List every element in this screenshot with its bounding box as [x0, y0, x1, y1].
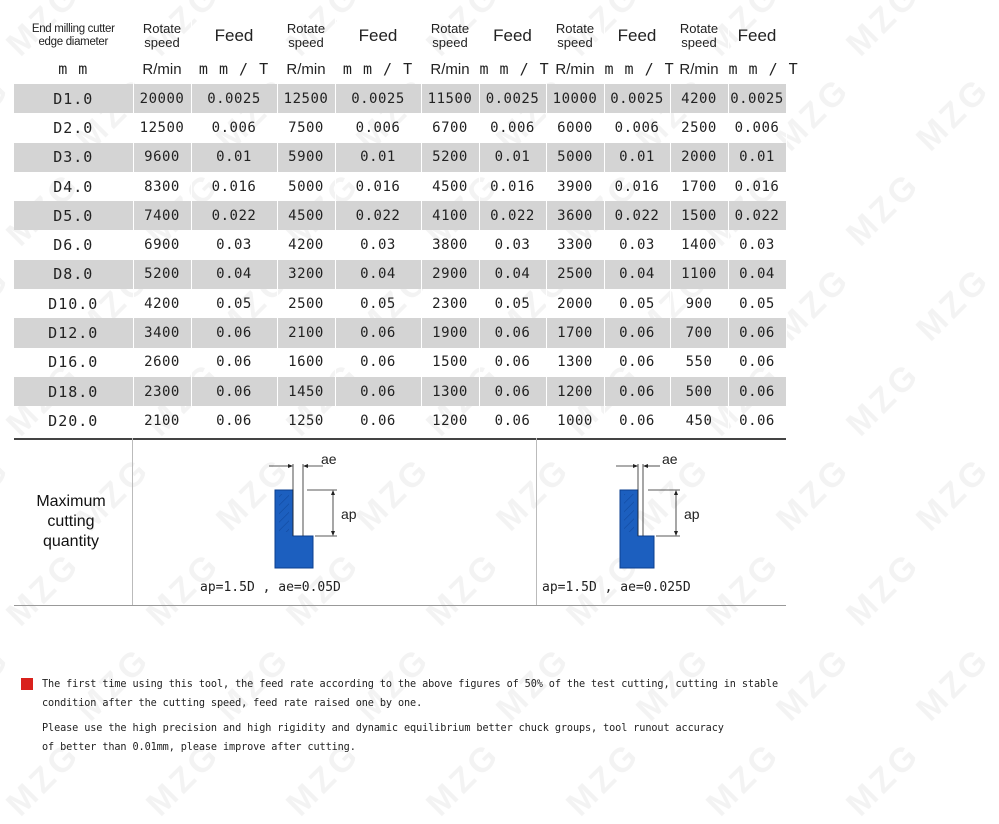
rotate-line2: speed	[432, 35, 468, 50]
rotate-speed-cell: 700	[670, 318, 728, 347]
rotate-speed-cell: 6900	[133, 230, 191, 259]
rotate-line2: speed	[144, 35, 180, 50]
feed-cell: 0.04	[479, 260, 546, 289]
diameter-header-line1: End milling cutter	[31, 23, 115, 35]
feed-cell: 0.022	[479, 201, 546, 230]
ae-label: ae	[662, 451, 678, 467]
rotate-speed-cell: 1250	[277, 406, 335, 435]
diameter-unit: m m	[14, 54, 133, 84]
ap-label: ap	[684, 506, 700, 522]
feed-cell: 0.01	[604, 143, 670, 172]
rotate-speed-cell: 450	[670, 406, 728, 435]
rotate-speed-cell: 900	[670, 289, 728, 318]
feed-cell: 0.05	[479, 289, 546, 318]
feed-cell: 0.0025	[335, 84, 421, 113]
rotate-line1: Rotate	[430, 21, 470, 36]
feed-cell: 0.06	[479, 406, 546, 435]
rotate-line1: Rotate	[555, 21, 595, 36]
watermark-text	[839, 165, 928, 254]
feed-unit: m m / T	[728, 54, 786, 84]
rotate-speed-cell: 4500	[277, 201, 335, 230]
note-line: The first time using this tool, the feed rate according to the above figures of 50% of the test cutting, cutting in stable	[42, 679, 779, 690]
rotate-speed-cell: 12500	[133, 113, 191, 142]
feed-cell: 0.06	[191, 318, 277, 347]
feed-unit: m m / T	[191, 54, 277, 84]
table-row	[14, 201, 786, 230]
table-row	[14, 348, 786, 377]
diameter-cell: D6.0	[14, 230, 133, 259]
rotate-line1: Rotate	[142, 21, 182, 36]
cut-hatch	[279, 494, 289, 532]
feed-cell: 0.06	[479, 318, 546, 347]
table-row	[14, 406, 786, 435]
arrow-head	[331, 531, 335, 536]
rotate-line1: Rotate	[286, 21, 326, 36]
table-row	[14, 113, 786, 142]
rotate-line2: speed	[557, 35, 593, 50]
watermark-text	[839, 735, 928, 824]
rotate-speed-cell: 20000	[133, 84, 191, 113]
rotate-speed-cell: 2600	[133, 348, 191, 377]
note-bullet-marker	[21, 678, 33, 690]
feed-cell: 0.016	[604, 172, 670, 201]
feed-cell: 0.06	[728, 377, 786, 406]
rotate-speed-cell: 4100	[421, 201, 479, 230]
feed-cell: 0.06	[604, 318, 670, 347]
feed-cell: 0.03	[604, 230, 670, 259]
feed-cell: 0.022	[335, 201, 421, 230]
rotate-speed-cell: 3900	[546, 172, 604, 201]
rotate-speed-cell: 500	[670, 377, 728, 406]
arrow-head	[633, 464, 638, 468]
rotate-speed-cell: 8300	[133, 172, 191, 201]
rotate-speed-cell: 1450	[277, 377, 335, 406]
rotate-speed-cell: 3400	[133, 318, 191, 347]
rotate-speed-cell: 2100	[133, 406, 191, 435]
arrow-head	[674, 490, 678, 495]
side-milling-diagram-right	[598, 444, 718, 574]
watermark-text	[0, 545, 89, 634]
feed-cell: 0.022	[191, 201, 277, 230]
feed-cell: 0.06	[604, 377, 670, 406]
arrow-head	[331, 490, 335, 495]
ae-label: ae	[321, 451, 337, 467]
section-divider	[14, 438, 786, 440]
watermark-text	[909, 640, 998, 729]
feed-cell: 0.016	[728, 172, 786, 201]
rotate-speed-cell: 2300	[421, 289, 479, 318]
feed-cell: 0.06	[335, 406, 421, 435]
feed-cell: 0.04	[604, 260, 670, 289]
feed-cell: 0.06	[335, 348, 421, 377]
table-row	[14, 289, 786, 318]
header-row-labels	[14, 18, 786, 54]
diameter-cell: D1.0	[14, 84, 133, 113]
arrow-head	[288, 464, 293, 468]
ap-label: ap	[341, 506, 357, 522]
rotate-speed-cell: 2500	[670, 113, 728, 142]
rotate-line2: speed	[288, 35, 324, 50]
rotate-speed-cell: 7400	[133, 201, 191, 230]
feed-cell: 0.06	[479, 348, 546, 377]
feed-cell: 0.01	[191, 143, 277, 172]
rotate-speed-header	[277, 18, 335, 54]
feed-cell: 0.006	[335, 113, 421, 142]
feed-cell: 0.01	[479, 143, 546, 172]
table-row	[14, 230, 786, 259]
section-divider	[14, 605, 786, 606]
watermark-text	[909, 450, 998, 539]
diameter-cell: D16.0	[14, 348, 133, 377]
rotate-speed-cell: 2100	[277, 318, 335, 347]
diameter-cell: D12.0	[14, 318, 133, 347]
feed-cell: 0.0025	[604, 84, 670, 113]
rotate-speed-cell: 5200	[133, 260, 191, 289]
rotate-speed-cell: 5900	[277, 143, 335, 172]
feed-cell: 0.04	[335, 260, 421, 289]
feed-cell: 0.06	[191, 377, 277, 406]
rotate-speed-cell: 1900	[421, 318, 479, 347]
rotate-speed-cell: 3300	[546, 230, 604, 259]
rotate-speed-cell: 2000	[546, 289, 604, 318]
feed-cell: 0.006	[728, 113, 786, 142]
feed-cell: 0.03	[728, 230, 786, 259]
diameter-cell: D3.0	[14, 143, 133, 172]
feed-cell: 0.06	[191, 406, 277, 435]
rotate-speed-cell: 3200	[277, 260, 335, 289]
rotate-speed-cell: 1400	[670, 230, 728, 259]
diameter-cell: D5.0	[14, 201, 133, 230]
watermark-text	[909, 70, 998, 159]
rotate-unit: R/min	[546, 54, 604, 84]
watermark-text	[0, 640, 19, 729]
rotate-speed-cell: 2500	[546, 260, 604, 289]
diameter-cell: D2.0	[14, 113, 133, 142]
feed-cell: 0.022	[604, 201, 670, 230]
feed-unit: m m / T	[604, 54, 670, 84]
diameter-cell: D10.0	[14, 289, 133, 318]
table-row	[14, 318, 786, 347]
rotate-speed-cell: 6700	[421, 113, 479, 142]
watermark-text	[839, 0, 928, 64]
rotate-speed-cell: 1700	[670, 172, 728, 201]
feed-cell: 0.016	[335, 172, 421, 201]
side-milling-diagram-left	[255, 444, 375, 574]
rotate-unit: R/min	[133, 54, 191, 84]
feed-cell: 0.06	[604, 406, 670, 435]
feed-cell: 0.03	[191, 230, 277, 259]
rotate-speed-cell: 5000	[546, 143, 604, 172]
label-line: Maximum	[36, 493, 106, 510]
rotate-speed-header	[670, 18, 728, 54]
feed-cell: 0.03	[335, 230, 421, 259]
rotate-speed-cell: 9600	[133, 143, 191, 172]
right-cutting-formula: ap=1.5D , ae=0.025D	[542, 580, 691, 595]
watermark-text	[839, 355, 928, 444]
rotate-speed-cell: 4500	[421, 172, 479, 201]
rotate-speed-cell: 4200	[277, 230, 335, 259]
arrow-head	[303, 464, 308, 468]
rotate-unit: R/min	[670, 54, 728, 84]
feed-cell: 0.0025	[191, 84, 277, 113]
feed-cell: 0.022	[728, 201, 786, 230]
rotate-speed-cell: 7500	[277, 113, 335, 142]
feed-cell: 0.006	[479, 113, 546, 142]
watermark-text	[489, 450, 578, 539]
maximum-cutting-quantity-label	[14, 492, 128, 552]
feed-cell: 0.06	[728, 406, 786, 435]
diameter-cell: D8.0	[14, 260, 133, 289]
rotate-speed-header	[546, 18, 604, 54]
diameter-header-line2: edge diameter	[38, 36, 109, 48]
diameter-cell: D20.0	[14, 406, 133, 435]
feed-header: Feed	[191, 18, 277, 54]
rotate-speed-cell: 11500	[421, 84, 479, 113]
rotate-speed-cell: 4200	[133, 289, 191, 318]
rotate-speed-cell: 1300	[546, 348, 604, 377]
feed-cell: 0.06	[335, 377, 421, 406]
rotate-speed-cell: 3600	[546, 201, 604, 230]
rotate-speed-cell: 3800	[421, 230, 479, 259]
rotate-speed-cell: 550	[670, 348, 728, 377]
table-row	[14, 172, 786, 201]
rotate-speed-cell: 1100	[670, 260, 728, 289]
column-divider	[536, 438, 537, 606]
rotate-speed-cell: 5200	[421, 143, 479, 172]
rotate-speed-cell: 5000	[277, 172, 335, 201]
feed-unit: m m / T	[335, 54, 421, 84]
rotate-speed-cell: 1300	[421, 377, 479, 406]
feed-cell: 0.0025	[479, 84, 546, 113]
rotate-speed-cell: 1500	[421, 348, 479, 377]
note-line: condition after the cutting speed, feed rate raised one by one.	[42, 698, 423, 709]
rotate-speed-cell: 12500	[277, 84, 335, 113]
rotate-speed-header	[133, 18, 191, 54]
feed-cell: 0.06	[728, 348, 786, 377]
rotate-speed-cell: 1700	[546, 318, 604, 347]
feed-cell: 0.06	[479, 377, 546, 406]
feed-cell: 0.03	[479, 230, 546, 259]
feed-cell: 0.05	[604, 289, 670, 318]
label-line: quantity	[42, 533, 100, 550]
diameter-cell: D18.0	[14, 377, 133, 406]
arrow-head	[674, 531, 678, 536]
diameter-header	[14, 18, 133, 54]
watermark-text	[839, 545, 928, 634]
table-row	[14, 143, 786, 172]
table-row	[14, 260, 786, 289]
feed-cell: 0.016	[191, 172, 277, 201]
table-row	[14, 377, 786, 406]
feed-cell: 0.06	[191, 348, 277, 377]
left-cutting-formula: ap=1.5D , ae=0.05D	[200, 580, 341, 595]
feed-cell: 0.05	[335, 289, 421, 318]
rotate-speed-cell: 1000	[546, 406, 604, 435]
rotate-line1: Rotate	[679, 21, 719, 36]
rotate-speed-cell: 4200	[670, 84, 728, 113]
rotate-line2: speed	[681, 35, 717, 50]
feed-header: Feed	[728, 18, 786, 54]
rotate-speed-cell: 1600	[277, 348, 335, 377]
table-row	[14, 84, 786, 113]
note-line: of better than 0.01mm, please improve after cutting.	[42, 742, 356, 753]
watermark-text	[909, 260, 998, 349]
feed-cell: 0.04	[728, 260, 786, 289]
feed-cell: 0.04	[191, 260, 277, 289]
label-line: cutting	[47, 513, 95, 530]
note-line: Please use the high precision and high rigidity and dynamic equilibrium better chuck groups, tool runout accuracy	[42, 723, 724, 734]
rotate-speed-cell: 2900	[421, 260, 479, 289]
feed-cell: 0.006	[191, 113, 277, 142]
feed-cell: 0.0025	[728, 84, 786, 113]
feed-cell: 0.006	[604, 113, 670, 142]
feed-cell: 0.06	[335, 318, 421, 347]
rotate-speed-cell: 10000	[546, 84, 604, 113]
feed-cell: 0.05	[728, 289, 786, 318]
feed-header: Feed	[335, 18, 421, 54]
header-row-units	[14, 54, 786, 84]
feed-cell: 0.01	[335, 143, 421, 172]
feed-header: Feed	[479, 18, 546, 54]
watermark-text	[419, 545, 508, 634]
rotate-unit: R/min	[421, 54, 479, 84]
feed-unit: m m / T	[479, 54, 546, 84]
rotate-speed-cell: 2500	[277, 289, 335, 318]
arrow-head	[643, 464, 648, 468]
rotate-speed-cell: 1200	[421, 406, 479, 435]
feed-cell: 0.05	[191, 289, 277, 318]
cut-hatch	[624, 494, 634, 532]
feed-cell: 0.06	[728, 318, 786, 347]
rotate-speed-cell: 1500	[670, 201, 728, 230]
rotate-speed-cell: 2300	[133, 377, 191, 406]
rotate-speed-cell: 2000	[670, 143, 728, 172]
rotate-speed-header	[421, 18, 479, 54]
feed-cell: 0.06	[604, 348, 670, 377]
watermark-text	[769, 450, 858, 539]
rotate-speed-cell: 1200	[546, 377, 604, 406]
rotate-unit: R/min	[277, 54, 335, 84]
feed-cell: 0.016	[479, 172, 546, 201]
feed-cell: 0.01	[728, 143, 786, 172]
column-divider	[132, 438, 133, 606]
feed-header: Feed	[604, 18, 670, 54]
cutting-parameters-table	[14, 18, 799, 436]
diameter-cell: D4.0	[14, 172, 133, 201]
rotate-speed-cell: 6000	[546, 113, 604, 142]
